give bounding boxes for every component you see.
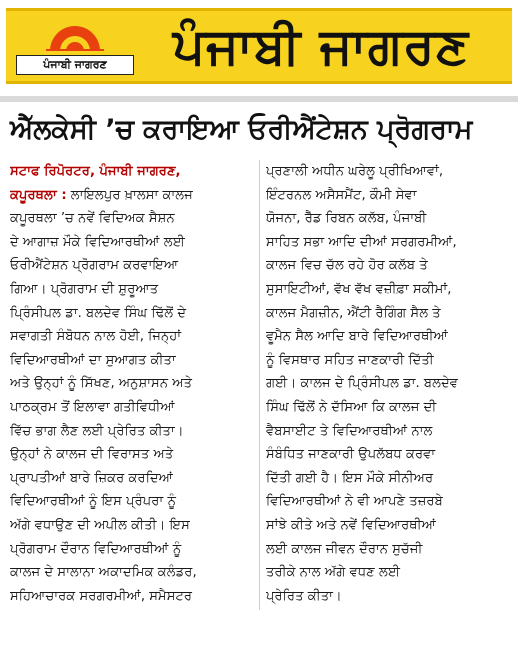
article-column-right [266, 160, 510, 608]
article-line: ਕਾਲਜ ਮੈਗਜ਼ੀਨ, ਐਂਟੀ ਰੈਗਿੰਗ ਸੈਲ ਤੇ [266, 305, 441, 321]
article-line: ਗਿਆ। ਪ੍ਰੋਗਰਾਮ ਦੀ ਸ਼ੁਰੂਆਤ [10, 281, 159, 297]
article-line: ਵੈਬਸਾਈਟ ਤੇ ਵਿਦਿਆਰਥੀਆਂ ਨਾਲ [266, 423, 433, 439]
article-line: ਨੂੰ ਵਿਸਥਾਰ ਸਹਿਤ ਜਾਣਕਾਰੀ ਦਿੱਤੀ [266, 352, 434, 368]
article-line: ਪ੍ਰਿੰਸੀਪਲ ਡਾ. ਬਲਦੇਵ ਸਿੰਘ ਢਿੱਲੋਂ ਦੇ [10, 305, 187, 321]
article-dateline: ਕਪੂਰਥਲਾ : [10, 187, 67, 203]
article-line: ਕਾਲਜ ਦੇ ਸਾਲਾਨਾ ਅਕਾਦਮਿਕ ਕਲੰਡਰ, [10, 565, 197, 581]
article-line: ਵਿਦਿਆਰਥੀਆਂ ਨੇ ਵੀ ਆਪਣੇ ਤਜ਼ਰਬੇ [266, 494, 443, 510]
article-line: ਓਰੀਐਂਟੇਸ਼ਨ ਪ੍ਰੋਗਰਾਮ ਕਰਵਾਇਆ [10, 258, 179, 274]
article-column-left [10, 160, 254, 608]
logo-wordmark: ਪੰਜਾਬੀ ਜਾਗਰਣ [16, 55, 134, 75]
article-line: ਪ੍ਰਾਪਤੀਆਂ ਬਾਰੇ ਜ਼ਿਕਰ ਕਰਦਿਆਂ [10, 470, 174, 486]
article-line: ਲਈ ਕਾਲਜ ਜੀਵਨ ਦੌਰਾਨ ਸੁਚੱਜੀ [266, 541, 423, 557]
masthead [0, 0, 518, 92]
article-line: ਪ੍ਰੋਗਰਾਮ ਦੌਰਾਨ ਵਿਦਿਆਰਥੀਆਂ ਨੂੰ [10, 541, 182, 557]
sun-logo-icon [46, 19, 104, 51]
article-line: ਵਿੱਚ ਭਾਗ ਲੈਣ ਲਈ ਪ੍ਰੇਰਿਤ ਕੀਤਾ। [10, 423, 184, 439]
article-line: ਸੁਸਾਇਟੀਆਂ, ਵੱਖ ਵੱਖ ਵਜ਼ੀਫ਼ਾ ਸਕੀਮਾਂ, [266, 281, 452, 297]
article-byline: ਸਟਾਫ ਰਿਪੋਰਟਰ, ਪੰਜਾਬੀ ਜਾਗਰਣ, [10, 164, 181, 179]
article-headline: ਐੱਲਕੇਸੀ ’ਚ ਕਰਾਇਆ ਓਰੀਐਂਟੇਸ਼ਨ ਪ੍ਰੋਗਰਾਮ [10, 114, 473, 145]
article-line: ਕਪੂਰਥਲਾ ’ਚ ਨਵੇਂ ਵਿਦਿਅਕ ਸੈਸ਼ਨ [10, 211, 175, 227]
article-line: ਉਨ੍ਹਾਂ ਨੇ ਕਾਲਜ ਦੀ ਵਿਰਾਸਤ ਅਤੇ [10, 447, 174, 463]
article-line: ਸਿੰਘ ਢਿੱਲੋਂ ਨੇ ਦੱਸਿਆ ਕਿ ਕਾਲਜ ਦੀ [266, 399, 437, 415]
article-line: ਪ੍ਰਣਾਲੀ ਅਧੀਨ ਘਰੇਲੂ ਪ੍ਰੀਖਿਆਵਾਂ, [266, 164, 444, 179]
article-line: ਦਿੱਤੀ ਗਈ ਹੈ। ਇਸ ਮੌਕੇ ਸੀਨੀਅਰ [266, 470, 434, 486]
article-line: ਗਈ। ਕਾਲਜ ਦੇ ਪ੍ਰਿੰਸੀਪਲ ਡਾ. ਬਲਦੇਵ [266, 376, 459, 392]
article-line: ਸਵਾਗਤੀ ਸੰਬੋਧਨ ਨਾਲ ਹੋਈ, ਜਿਨ੍ਹਾਂ [10, 329, 182, 345]
article-line: ਅੱਗੇ ਵਧਾਉਣ ਦੀ ਅਪੀਲ ਕੀਤੀ। ਇਸ [10, 517, 190, 533]
article-line: ਤਰੀਕੇ ਨਾਲ ਅੱਗੇ ਵਧਣ ਲਈ [266, 565, 401, 581]
article-line: ਵਿਦਿਆਰਥੀਆਂ ਨੂੰ ਇਸ ਪ੍ਰੰਪਰਾ ਨੂੰ [10, 494, 177, 510]
article-line: ਇੰਟਰਨਲ ਅਸੈਸਮੈਂਟ, ਕੌਮੀ ਸੇਵਾ [266, 187, 417, 203]
masthead-banner [6, 8, 512, 84]
article-line: ਦੇ ਆਗਾਜ਼ ਮੌਕੇ ਵਿਦਿਆਰਥੀਆਂ ਲਈ [10, 234, 185, 250]
article-line: ਕਪੂਰਥਲਾ : ਲਾਇਲਪੁਰ ਖ਼ਾਲਸਾ ਕਾਲਜ [10, 187, 193, 203]
newspaper-title: ਪੰਜਾਬੀ ਜਾਗਰਣ [172, 17, 470, 75]
article-line: ਅਤੇ ਉਨ੍ਹਾਂ ਨੂੰ ਸਿੱਖਣ, ਅਨੁਸ਼ਾਸਨ ਅਤੇ [10, 376, 193, 392]
article-line: ਕਾਲਜ ਵਿਚ ਚੱਲ ਰਹੇ ਹੋਰ ਕਲੱਬ ਤੇ [266, 258, 428, 274]
article-line: ਵਿਦਿਆਰਥੀਆਂ ਦਾ ਸੁਆਗਤ ਕੀਤਾ [10, 352, 176, 368]
header-divider [0, 96, 518, 102]
article-line: ਯੋਜਨਾ, ਰੈੱਡ ਰਿਬਨ ਕਲੱਬ, ਪੰਜਾਬੀ [266, 211, 427, 227]
newspaper-logo [16, 15, 134, 79]
article-line: ਸਾਂਝੇ ਕੀਤੇ ਅਤੇ ਨਵੇਂ ਵਿਦਿਆਰਥੀਆਂ [266, 517, 436, 533]
article-line: ਪਾਠਕ੍ਰਮ ਤੋਂ ਇਲਾਵਾ ਗਤੀਵਿਧੀਆਂ [10, 399, 175, 415]
article-line: ਸੰਬੰਧਿਤ ਜਾਣਕਾਰੀ ਉਪਲੱਬਧ ਕਰਵਾ [266, 447, 436, 463]
article-line: ਪ੍ਰੇਰਿਤ ਕੀਤਾ। [266, 588, 342, 604]
article-line: ਸਾਹਿਤ ਸਭਾ ਆਦਿ ਦੀਆਂ ਸਰਗਰਮੀਆਂ, [266, 234, 457, 250]
article-line: ਸਹਿਆਚਾਰਕ ਸਰਗਰਮੀਆਂ, ਸਮੈਸਟਰ [10, 588, 193, 604]
article-line: ਵੂਮੈਨ ਸੈਲ ਆਦਿ ਬਾਰੇ ਵਿਦਿਆਰਥੀਆਂ [266, 329, 448, 345]
column-divider [259, 160, 260, 610]
